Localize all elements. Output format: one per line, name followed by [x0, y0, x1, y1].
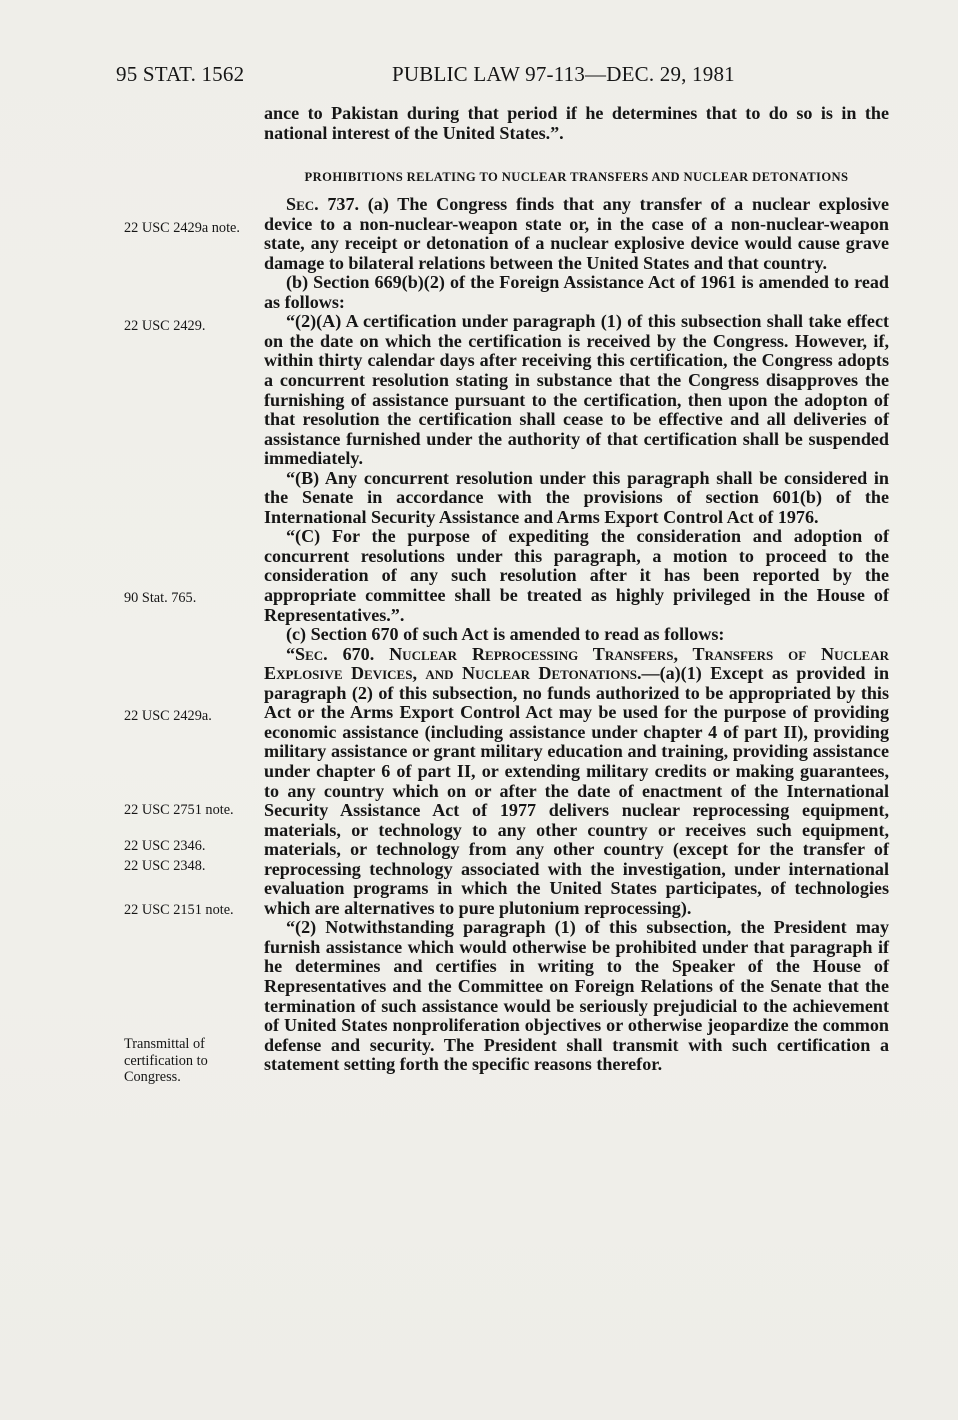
public-law-date: PUBLIC LAW 97-113—DEC. 29, 1981 [392, 62, 735, 86]
paragraph-B: “(B) Any concurrent resolution under this paragraph shall be considered in the Senate in accordance with the provisions of section 601(b) of the International Security Assistance and Arms Export Control Act of 1976. [264, 467, 889, 527]
sec-670-open-quote: “ [286, 643, 296, 664]
paragraph-C: “(C) For the purpose of expediting the consideration and adoption of concurrent resolutions under this paragraph, a motion to proceed to the consideration of any such resolution after it has been reported by the appropriate committee shall be treated as highly privileged in the House of Representatives.”. [264, 526, 889, 625]
margin-note: 90 Stat. 765. [124, 590, 197, 606]
margin-note: 22 USC 2348. [124, 858, 206, 874]
margin-note: 22 USC 2151 note. [124, 902, 234, 918]
margin-note: 22 USC 2429a. [124, 708, 212, 724]
margin-note: 22 USC 2429. [124, 318, 206, 334]
margin-note: 22 USC 2429a note. [124, 220, 240, 236]
margin-note: 22 USC 2346. [124, 838, 206, 854]
section-heading: PROHIBITIONS RELATING TO NUCLEAR TRANSFERS AND NUCLEAR DETONATIONS [304, 170, 849, 185]
sec-737-text: 737. (a) The Congress finds that any transfer of a nuclear explosive device to a non-nuclear-weapon state or, in the case of a non-nuclear-weapon state, any receipt or detonation of a nuclear explosive device would cause grave damage to bilateral relations between the United States and that country. [264, 194, 889, 273]
paragraph-b: (b) Section 669(b)(2) of the Foreign Assistance Act of 1961 is amended to read as follows: [264, 272, 889, 312]
paragraph-sec-737 [264, 195, 889, 273]
sec-670-text: —(a)(1) Except as provided in paragraph (2) of this subsection, no funds authorized to be appropriated by this Act or the Arms Export Control Act may be used for the purpose of providing economic assistance (including assistance under chapter 4 of part II), providing military assistance or grant military education and training, providing assistance under chapter 6 of part II, or extending military credits or making guarantees, to any country which on or after the date of enactment of the International Security Assistance Act of 1977 delivers nuclear reprocessing equipment, materials, or technology to any other country or receives such equipment, materials, or technology from any other country (except for the transfer of reprocessing technology associated with the investigation, under international evaluation programs in which the United States participates, of technologies which are alternatives to pure plutonium reprocessing). [264, 663, 890, 918]
paragraph-2a: “(2)(A) A certification under paragraph (1) of this subsection shall take effect on the date on which the certification is received by the Congress. However, if, within thirty calendar days after receiving this certification, the Congress adopts a concurrent resolution stating in substance that the Congress disapproves the furnishing of assistance pursuant to the certification, then upon the adopton of that resolution the certification shall cease to be effective and all deliveries of assistance furnished under the authority of that certification shall be suspended immediately. [264, 311, 889, 469]
paragraph-c: (c) Section 670 of such Act is amended to read as follows: [286, 624, 725, 645]
margin-note: 22 USC 2751 note. [124, 802, 234, 818]
sec-670-heading: Sec. 670. Nuclear Reprocessing Transfers, Transfers of Nuclear Explosive Devices, and Nuclear Detonations. [264, 643, 889, 684]
sec-label: Sec. [286, 194, 319, 215]
paragraph-continuation: ance to Pakistan during that period if he determines that to do so is in the national interest of the United States.”. [264, 103, 889, 143]
margin-note: Transmittal of certification to Congress. [124, 1036, 208, 1085]
paragraph-sec-670 [264, 645, 889, 919]
paragraph-2: “(2) Notwithstanding paragraph (1) of this subsection, the President may furnish assistance which would otherwise be prohibited under that paragraph if he determines and certifies in writing to the Speaker of the House of Representatives and the Committee on Foreign Relations of the Senate that the termination of such assistance would be seriously prejudicial to the achievement of United States nonproliferation objectives or otherwise jeopardize the common defense and security. The President shall transmit with such certification a statement setting forth the specific reasons therefor. [264, 917, 889, 1075]
statute-body [264, 104, 889, 1075]
stat-citation: 95 STAT. 1562 [116, 62, 245, 86]
